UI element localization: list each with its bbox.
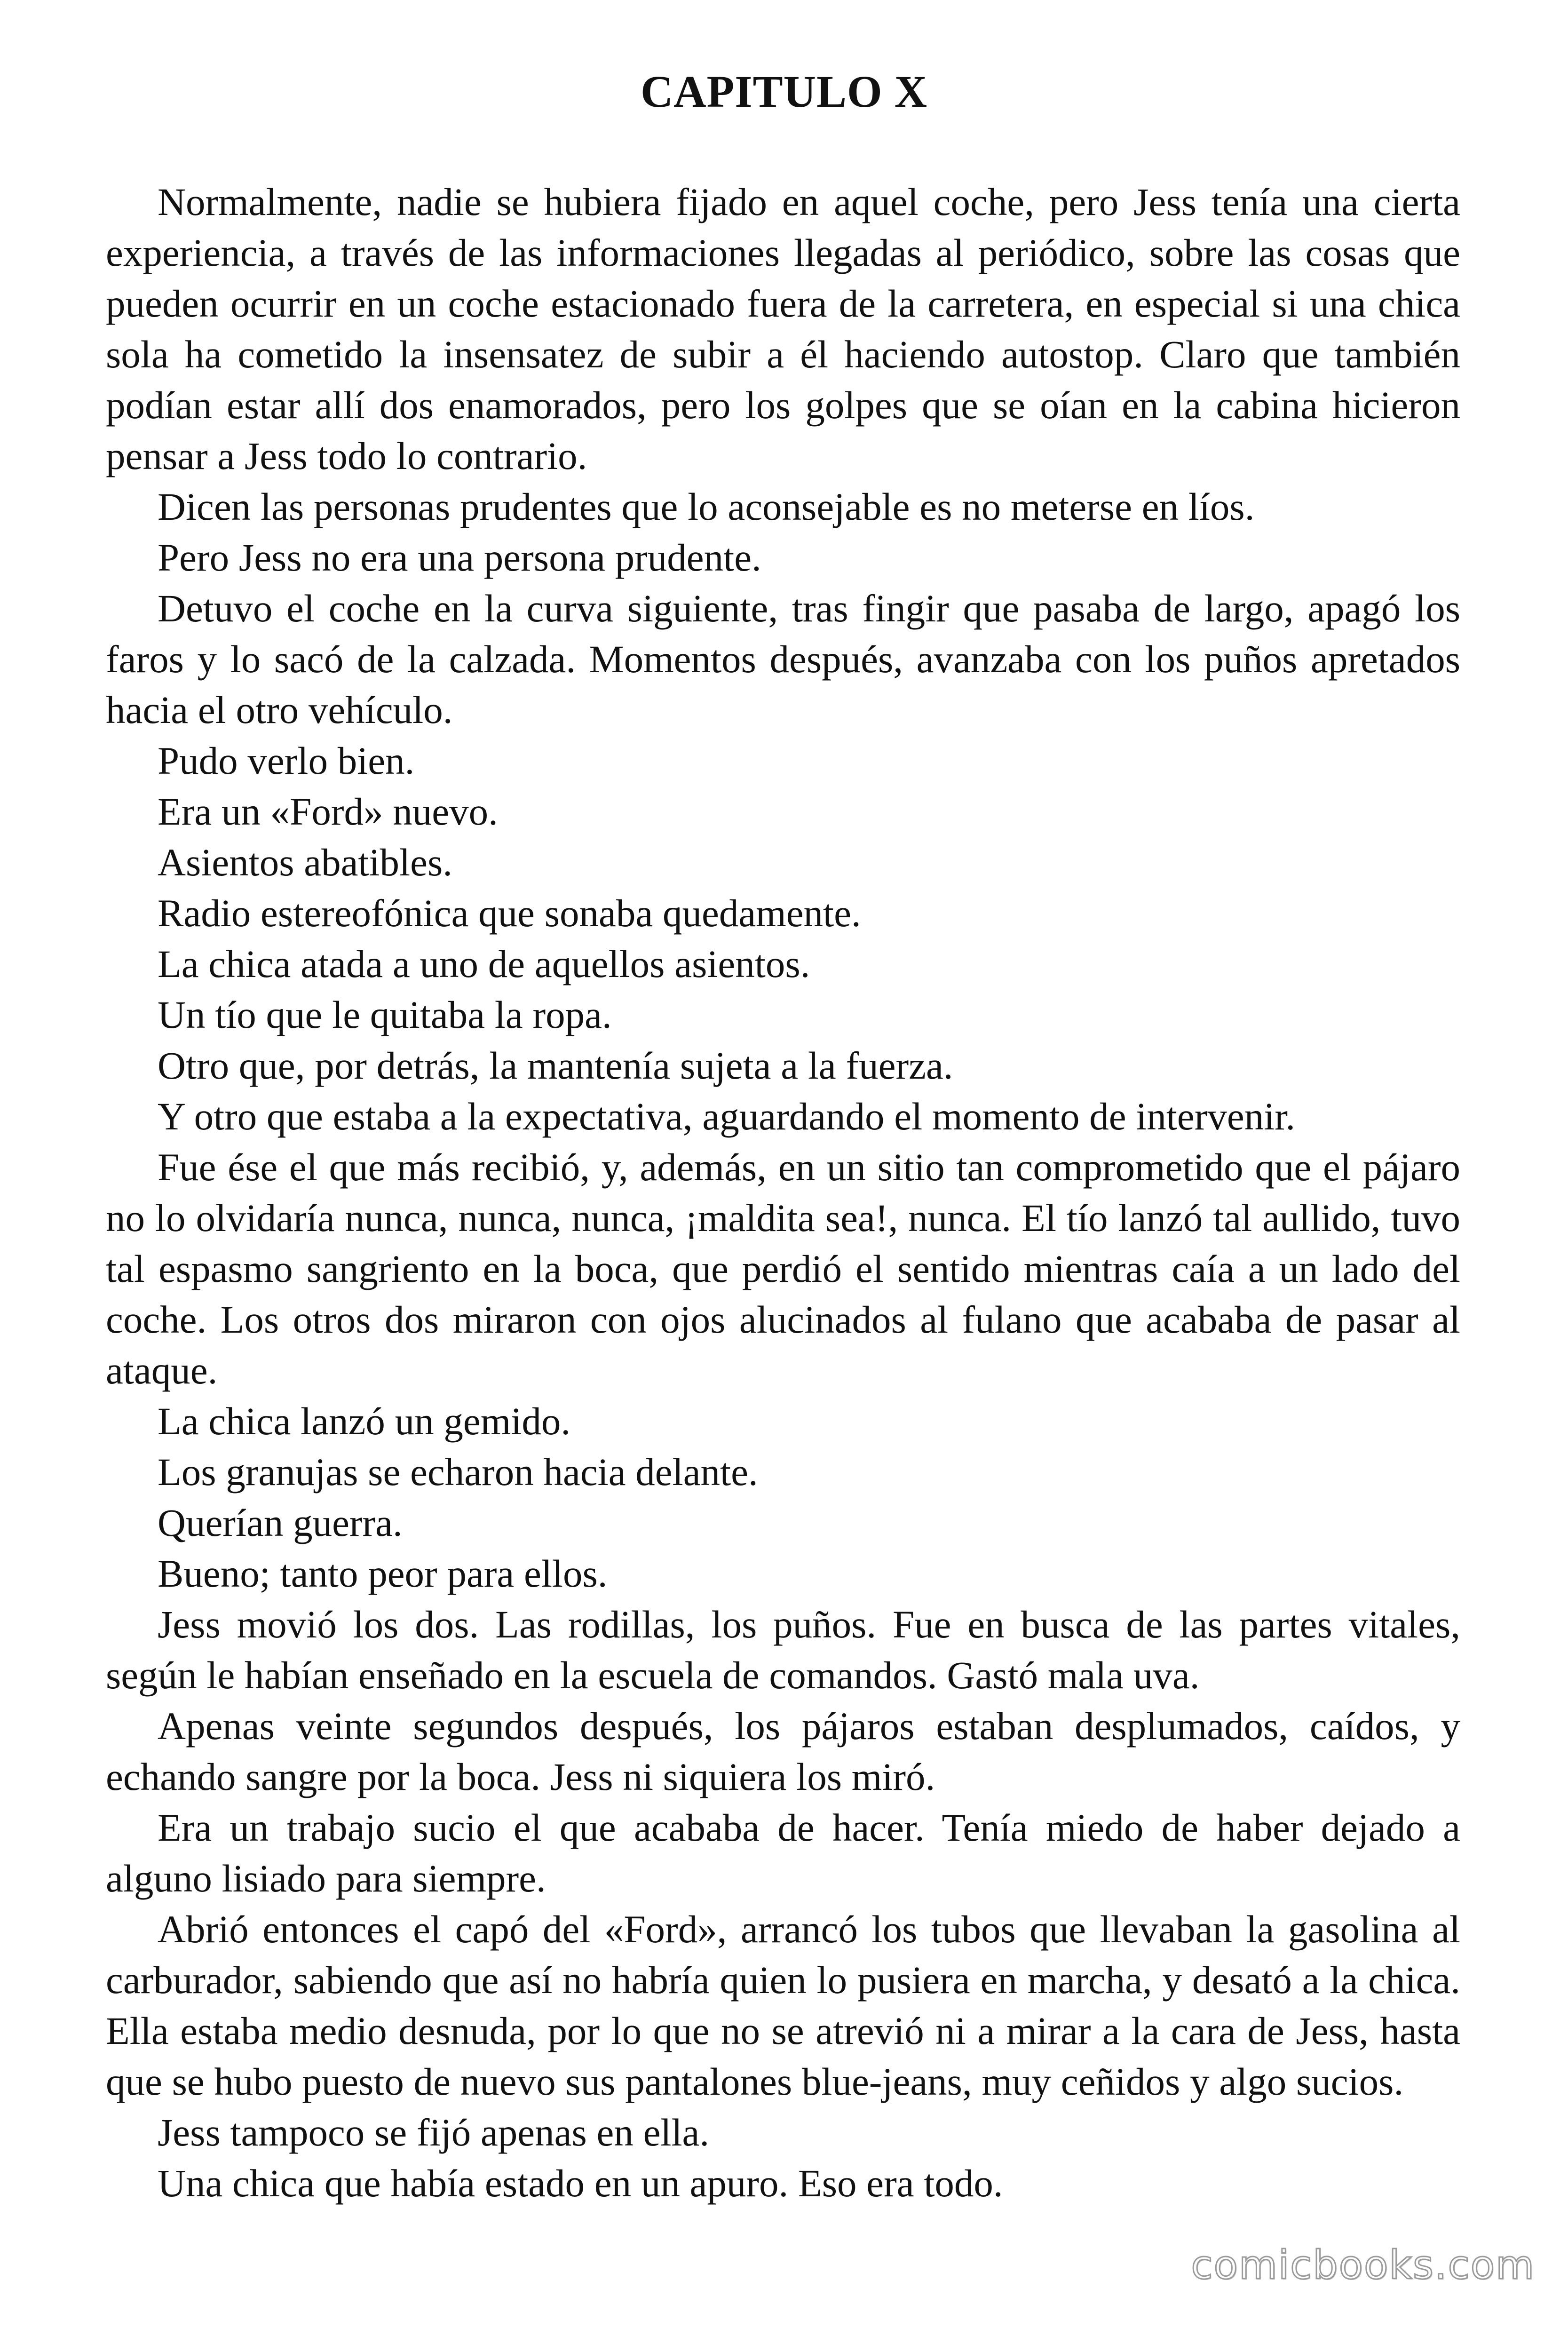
paragraph: Pero Jess no era una persona prudente. xyxy=(158,536,761,579)
paragraph: Un tío que le quitaba la ropa. xyxy=(158,993,612,1036)
paragraph: Asientos abatibles. xyxy=(158,841,452,884)
paragraph: Los granujas se echaron hacia delante. xyxy=(158,1450,758,1494)
paragraph: Normalmente, nadie se hubiera fijado en aquel coche, pero Jess tenía una cierta experiencia, a través de las informaciones llegadas al periódico, sobre las cosas que pueden ocurrir en un coche estacionado fuera de la carretera, en especial si una chica sola ha cometido la insensatez de subir a él haciendo autostop. Claro que también podían estar allí dos enamorados, pero los golpes que se oían en la cabina hicieron pensar a Jess todo lo contrario. xyxy=(106,180,1460,477)
paragraph: Jess tampoco se fijó apenas en ella. xyxy=(158,2111,710,2154)
chapter-body xyxy=(106,176,1460,2209)
chapter-title: CAPITULO X xyxy=(640,66,928,117)
paragraph: La chica lanzó un gemido. xyxy=(158,1399,571,1443)
paragraph: Abrió entonces el capó del «Ford», arrancó los tubos que llevaban la gasolina al carburador, sabiendo que así no habría quien lo pusiera en marcha, y desató a la chica. Ella estaba medio desnuda, por lo que no se atrevió ni a mirar a la cara de Jess, hasta que se hubo puesto de nuevo sus pantalones blue-jeans, muy ceñidos y algo sucios. xyxy=(106,1907,1460,2103)
paragraph: Detuvo el coche en la curva siguiente, tras fingir que pasaba de largo, apagó los faros y lo sacó de la calzada. Momentos después, avanzaba con los puños apretados hacia el otro vehículo. xyxy=(106,587,1460,731)
paragraph: Dicen las personas prudentes que lo aconsejable es no meterse en líos. xyxy=(158,485,1255,528)
paragraph: Y otro que estaba a la expectativa, aguardando el momento de intervenir. xyxy=(158,1095,1296,1138)
paragraph: Pudo verlo bien. xyxy=(158,739,415,782)
paragraph: Apenas veinte segundos después, los pájaros estaban desplumados, caídos, y echando sangre por la boca. Jess ni siquiera los miró. xyxy=(106,1704,1460,1798)
paragraph: Una chica que había estado en un apuro. Eso era todo. xyxy=(158,2161,1003,2205)
paragraph: Radio estereofónica que sonaba quedamente. xyxy=(158,891,861,935)
paragraph: Querían guerra. xyxy=(158,1501,403,1544)
paragraph: Otro que, por detrás, la mantenía sujeta a la fuerza. xyxy=(158,1044,953,1087)
paragraph: Era un trabajo sucio el que acababa de hacer. Tenía miedo de haber dejado a alguno lisiado para siempre. xyxy=(106,1806,1460,1900)
paragraph: Jess movió los dos. Las rodillas, los puños. Fue en busca de las partes vitales, según le habían enseñado en la escuela de comandos. Gastó mala uva. xyxy=(106,1603,1460,1697)
paragraph: La chica atada a uno de aquellos asientos. xyxy=(158,942,810,985)
watermark: comicbooks.com xyxy=(1191,2242,1535,2288)
paragraph: Fue ése el que más recibió, y, además, en un sitio tan comprometido que el pájaro no lo olvidaría nunca, nunca, nunca, ¡maldita sea!, nunca. El tío lanzó tal aullido, tuvo tal espasmo sangriento en la boca, que perdió el sentido mientras caía a un lado del coche. Los otros dos miraron con ojos alucinados al fulano que acababa de pasar al ataque. xyxy=(106,1145,1460,1392)
paragraph: Era un «Ford» nuevo. xyxy=(158,790,498,833)
paragraph: Bueno; tanto peor para ellos. xyxy=(158,1552,608,1595)
